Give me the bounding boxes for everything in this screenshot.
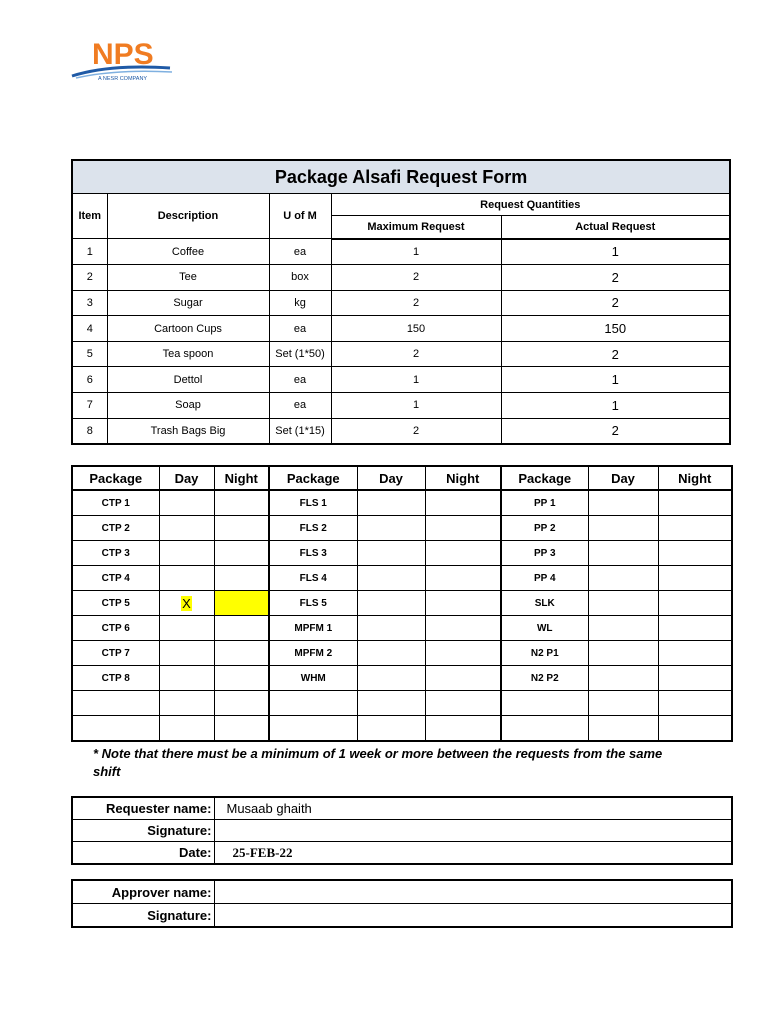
package-name-cell: N2 P2 — [501, 666, 588, 691]
package-name-cell: CTP 1 — [72, 490, 159, 516]
package-name-cell: CTP 5 — [72, 591, 159, 616]
day-cell[interactable] — [159, 541, 214, 566]
day-cell[interactable] — [159, 691, 214, 716]
table-row — [72, 290, 730, 316]
package-name-cell: CTP 8 — [72, 666, 159, 691]
package-name-cell: WL — [501, 616, 588, 641]
day-cell[interactable] — [588, 541, 658, 566]
day-cell[interactable] — [159, 666, 214, 691]
day-cell[interactable] — [357, 666, 425, 691]
night-cell[interactable] — [425, 591, 501, 616]
night-cell[interactable] — [425, 641, 501, 666]
actual-request-cell[interactable]: 1 — [501, 239, 730, 265]
day-cell[interactable] — [588, 691, 658, 716]
uom-cell: kg — [269, 290, 331, 316]
package-name-cell: MPFM 2 — [269, 641, 357, 666]
night-cell[interactable] — [425, 541, 501, 566]
package-header-package: Package — [501, 466, 588, 490]
package-header-night: Night — [658, 466, 732, 490]
max-request-cell: 150 — [331, 316, 501, 342]
header-maximum-request: Maximum Request — [331, 216, 501, 239]
header-request-quantities: Request Quantities — [331, 194, 730, 216]
uom-cell: ea — [269, 239, 331, 265]
package-name-cell — [501, 716, 588, 742]
max-request-cell: 2 — [331, 265, 501, 291]
max-request-cell: 1 — [331, 367, 501, 393]
requester-section — [71, 796, 733, 865]
package-name-cell: SLK — [501, 591, 588, 616]
package-table — [71, 465, 733, 742]
approver-name-label: Approver name: — [72, 880, 214, 904]
night-cell[interactable] — [214, 616, 269, 641]
day-cell[interactable] — [357, 566, 425, 591]
approver-signature-label: Signature: — [72, 904, 214, 928]
night-cell[interactable] — [658, 616, 732, 641]
package-name-cell: PP 1 — [501, 490, 588, 516]
night-cell[interactable] — [658, 591, 732, 616]
package-name-cell: N2 P1 — [501, 641, 588, 666]
table-row — [72, 516, 732, 541]
night-cell[interactable] — [425, 516, 501, 541]
package-header-day: Day — [159, 466, 214, 490]
night-cell[interactable] — [214, 641, 269, 666]
night-cell[interactable] — [425, 691, 501, 716]
night-cell[interactable] — [214, 566, 269, 591]
max-request-cell: 1 — [331, 393, 501, 419]
requester-name-field[interactable]: Musaab ghaith — [214, 797, 732, 820]
night-cell[interactable] — [658, 490, 732, 516]
description-cell: Tee — [107, 265, 269, 291]
night-cell[interactable] — [658, 641, 732, 666]
night-cell[interactable] — [214, 691, 269, 716]
table-row — [72, 716, 732, 742]
shift-note: * Note that there must be a minimum of 1 week or more between the requests from the same shift — [93, 746, 663, 779]
day-cell[interactable] — [357, 541, 425, 566]
header-item: Item — [72, 194, 107, 239]
description-cell: Cartoon Cups — [107, 316, 269, 342]
day-cell[interactable] — [357, 490, 425, 516]
header-description: Description — [107, 194, 269, 239]
actual-request-cell[interactable]: 2 — [501, 265, 730, 291]
night-cell[interactable] — [658, 566, 732, 591]
item-cell: 2 — [72, 265, 107, 291]
package-name-cell: PP 3 — [501, 541, 588, 566]
table-row — [72, 641, 732, 666]
item-cell: 1 — [72, 239, 107, 265]
actual-request-cell[interactable]: 1 — [501, 393, 730, 419]
company-logo — [70, 36, 180, 82]
package-name-cell: FLS 2 — [269, 516, 357, 541]
item-cell: 5 — [72, 341, 107, 367]
day-cell[interactable] — [357, 591, 425, 616]
logo-tagline: A NESR COMPANY — [98, 76, 148, 82]
package-name-cell: FLS 5 — [269, 591, 357, 616]
day-cell[interactable] — [588, 616, 658, 641]
package-name-cell: MPFM 1 — [269, 616, 357, 641]
table-row — [72, 616, 732, 641]
table-row — [72, 490, 732, 516]
max-request-cell: 1 — [331, 239, 501, 265]
day-cell[interactable] — [357, 716, 425, 742]
description-cell: Coffee — [107, 239, 269, 265]
day-cell[interactable] — [588, 666, 658, 691]
item-cell: 8 — [72, 418, 107, 444]
package-header-package: Package — [72, 466, 159, 490]
day-cell[interactable] — [588, 716, 658, 742]
night-cell[interactable] — [214, 490, 269, 516]
approver-name-field[interactable] — [214, 880, 732, 904]
actual-request-cell[interactable]: 2 — [501, 290, 730, 316]
day-cell[interactable] — [159, 490, 214, 516]
requester-date-field[interactable]: 25-FEB-22 — [214, 842, 732, 865]
night-cell[interactable] — [214, 541, 269, 566]
item-cell: 3 — [72, 290, 107, 316]
max-request-cell: 2 — [331, 341, 501, 367]
table-row — [72, 341, 730, 367]
uom-cell: ea — [269, 316, 331, 342]
package-header-day: Day — [357, 466, 425, 490]
package-name-cell: CTP 2 — [72, 516, 159, 541]
night-cell[interactable] — [214, 591, 269, 616]
day-cell[interactable] — [159, 641, 214, 666]
package-name-cell: PP 4 — [501, 566, 588, 591]
day-cell[interactable] — [588, 641, 658, 666]
uom-cell: box — [269, 265, 331, 291]
requester-signature-label: Signature: — [72, 820, 214, 842]
description-cell: Dettol — [107, 367, 269, 393]
package-name-cell — [269, 691, 357, 716]
description-cell: Soap — [107, 393, 269, 419]
day-cell[interactable] — [588, 566, 658, 591]
package-name-cell: WHM — [269, 666, 357, 691]
night-cell[interactable] — [658, 691, 732, 716]
night-cell[interactable] — [425, 616, 501, 641]
night-cell[interactable] — [658, 666, 732, 691]
day-cell[interactable] — [159, 516, 214, 541]
package-name-cell: FLS 4 — [269, 566, 357, 591]
package-name-cell: PP 2 — [501, 516, 588, 541]
table-row — [72, 367, 730, 393]
requester-signature-field[interactable] — [214, 820, 732, 842]
day-cell[interactable] — [357, 691, 425, 716]
table-row — [72, 265, 730, 291]
uom-cell: ea — [269, 367, 331, 393]
approver-signature-field[interactable] — [214, 904, 732, 928]
day-cell[interactable] — [357, 516, 425, 541]
day-cell[interactable] — [588, 591, 658, 616]
package-header-night: Night — [425, 466, 501, 490]
table-row — [72, 418, 730, 444]
nps-logo-icon — [70, 36, 180, 82]
package-name-cell: CTP 7 — [72, 641, 159, 666]
package-name-cell — [269, 716, 357, 742]
package-header-package: Package — [269, 466, 357, 490]
table-row — [72, 316, 730, 342]
package-name-cell — [501, 691, 588, 716]
table-row — [72, 393, 730, 419]
form-title: Package Alsafi Request Form — [72, 160, 730, 194]
day-cell[interactable] — [588, 490, 658, 516]
day-cell[interactable] — [159, 566, 214, 591]
table-row — [72, 239, 730, 265]
package-name-cell: CTP 4 — [72, 566, 159, 591]
table-row — [72, 541, 732, 566]
table-row — [72, 591, 732, 616]
day-cell[interactable] — [357, 616, 425, 641]
night-cell[interactable] — [658, 516, 732, 541]
day-cell[interactable] — [159, 591, 214, 616]
package-name-cell: CTP 3 — [72, 541, 159, 566]
logo-text: NPS — [92, 38, 154, 71]
night-cell[interactable] — [425, 666, 501, 691]
uom-cell: ea — [269, 393, 331, 419]
approver-section — [71, 879, 733, 928]
package-name-cell: CTP 6 — [72, 616, 159, 641]
day-cell[interactable] — [159, 616, 214, 641]
requester-name-label: Requester name: — [72, 797, 214, 820]
package-name-cell — [72, 691, 159, 716]
max-request-cell: 2 — [331, 418, 501, 444]
item-cell: 7 — [72, 393, 107, 419]
day-cell[interactable] — [588, 516, 658, 541]
table-row — [72, 691, 732, 716]
uom-cell: Set (1*50) — [269, 341, 331, 367]
night-cell[interactable] — [658, 541, 732, 566]
description-cell: Tea spoon — [107, 341, 269, 367]
actual-request-cell[interactable]: 150 — [501, 316, 730, 342]
package-header-night: Night — [214, 466, 269, 490]
night-cell[interactable] — [214, 516, 269, 541]
requester-date-label: Date: — [72, 842, 214, 865]
package-name-cell — [72, 716, 159, 742]
package-header-day: Day — [588, 466, 658, 490]
description-cell: Sugar — [107, 290, 269, 316]
night-cell[interactable] — [425, 566, 501, 591]
actual-request-cell[interactable]: 2 — [501, 418, 730, 444]
uom-cell: Set (1*15) — [269, 418, 331, 444]
table-row — [72, 566, 732, 591]
description-cell: Trash Bags Big — [107, 418, 269, 444]
day-cell[interactable] — [159, 716, 214, 742]
item-cell: 6 — [72, 367, 107, 393]
day-mark: X — [182, 595, 191, 611]
header-uom: U of M — [269, 194, 331, 239]
request-table — [71, 159, 731, 445]
package-name-cell: FLS 3 — [269, 541, 357, 566]
package-name-cell: FLS 1 — [269, 490, 357, 516]
night-cell[interactable] — [214, 666, 269, 691]
night-cell[interactable] — [425, 716, 501, 742]
night-cell[interactable] — [425, 490, 501, 516]
night-cell[interactable] — [658, 716, 732, 742]
table-row — [72, 666, 732, 691]
day-cell[interactable] — [357, 641, 425, 666]
item-cell: 4 — [72, 316, 107, 342]
actual-request-cell[interactable]: 1 — [501, 367, 730, 393]
actual-request-cell[interactable]: 2 — [501, 341, 730, 367]
max-request-cell: 2 — [331, 290, 501, 316]
night-cell[interactable] — [214, 716, 269, 742]
header-actual-request: Actual Request — [501, 216, 730, 239]
